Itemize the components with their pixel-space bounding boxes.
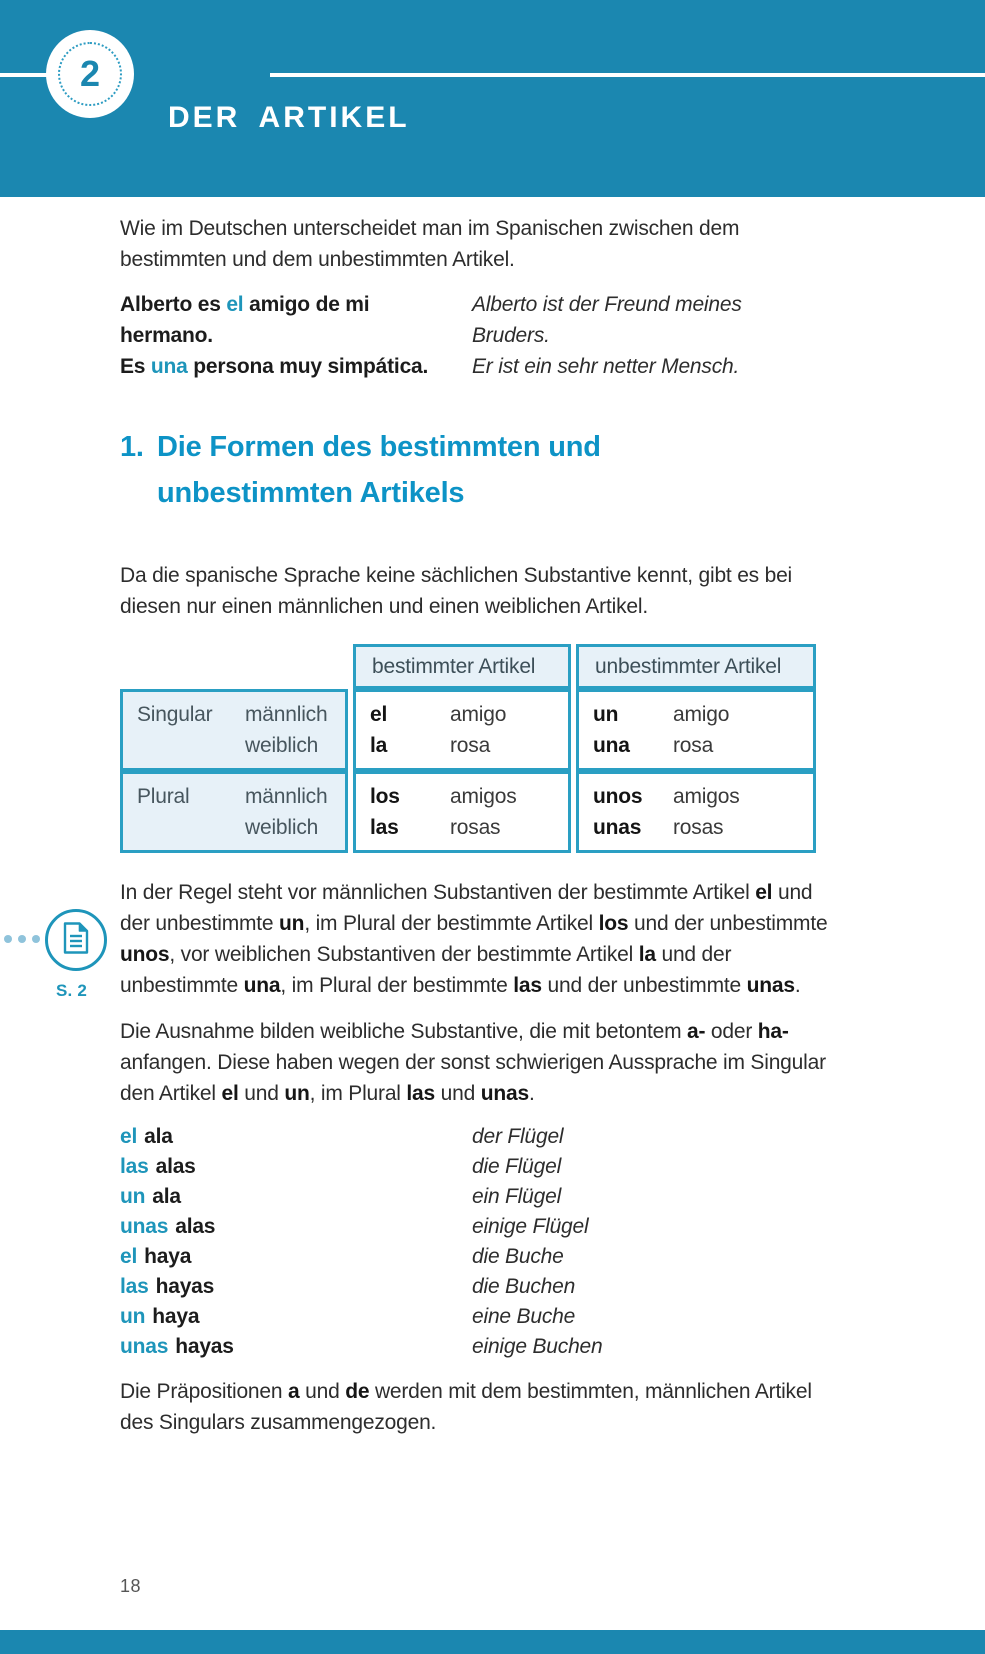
gender-label: männlich (245, 785, 328, 808)
text-segment: unas (746, 974, 795, 997)
word-list-row (120, 1152, 870, 1182)
noun: rosas (673, 816, 724, 839)
word-list-row (120, 1272, 870, 1302)
exception-paragraph (120, 1016, 840, 1109)
article-forms-table (120, 644, 870, 853)
text-segment: el (755, 881, 773, 904)
footer-band (0, 1630, 985, 1654)
document-icon-circle (45, 909, 107, 971)
text-segment: oder (705, 1020, 758, 1043)
article: una (593, 734, 630, 757)
word-list-row (120, 1122, 870, 1152)
gender-label: weiblich (245, 816, 319, 839)
rule-paragraph (120, 877, 840, 1001)
article: unas (120, 1335, 169, 1358)
example-block (120, 289, 870, 382)
text-segment: Alberto es (120, 293, 227, 316)
example-german-column (472, 289, 870, 382)
article: los (370, 785, 400, 808)
text-segment: ha- (757, 1020, 789, 1043)
section-heading (120, 424, 870, 516)
german-translation: ein Flügel (472, 1185, 562, 1208)
example-spanish-line (120, 289, 472, 320)
section-number: 1. (120, 431, 144, 463)
spanish-term (120, 1242, 472, 1272)
spanish-term (120, 1152, 472, 1182)
word-list-row (120, 1302, 870, 1332)
text-segment: werden mit dem bestimmten, männlichen Artikel des Singulars zusammengezogen. (120, 1380, 812, 1434)
article-noun-pair (593, 781, 813, 812)
text-segment: anfangen. Diese haben wegen der sonst schwierigen Aussprache im Singular den Artikel (120, 1051, 826, 1105)
gender-labels (245, 699, 327, 761)
table-header-bestimmter: bestimmter Artikel (353, 644, 571, 689)
article: el (120, 1125, 138, 1148)
article-noun-pair (370, 730, 568, 761)
article-noun-pair (370, 699, 568, 730)
noun: rosa (450, 734, 491, 757)
word-list-row (120, 1212, 870, 1242)
noun: haya (152, 1305, 200, 1328)
article-noun-pair (593, 812, 813, 843)
text-segment: . (794, 974, 801, 997)
table-row-plural (120, 771, 870, 853)
noun: ala (152, 1185, 181, 1208)
example-spanish-line (120, 320, 472, 351)
text-segment: las (513, 974, 542, 997)
row-label-cell (120, 771, 348, 853)
text-segment: und der unbestimmte (628, 912, 828, 935)
header-rule-left (0, 73, 50, 77)
noun: rosa (673, 734, 714, 757)
bestimmter-cell (353, 689, 571, 771)
unbestimmter-cell (576, 771, 816, 853)
chapter-title: DER ARTIKEL (168, 101, 410, 134)
section-title (157, 424, 601, 516)
text-segment: und der unbestimmte (120, 943, 732, 997)
article: el (370, 703, 388, 726)
german-translation: einige Flügel (472, 1215, 589, 1238)
header-rule-right (270, 73, 985, 77)
article: la (370, 734, 388, 757)
text-segment: Die Präpositionen (120, 1380, 288, 1403)
page-content (0, 197, 870, 1438)
text-segment: Es (120, 355, 151, 378)
row-label: Plural (137, 785, 190, 808)
table-header-unbestimmter: unbestimmter Artikel (576, 644, 816, 689)
noun: amigos (450, 785, 517, 808)
noun: alas (175, 1215, 216, 1238)
row-label-cell (120, 689, 348, 771)
german-translation: eine Buche (472, 1305, 576, 1328)
noun: haya (144, 1245, 192, 1268)
spanish-term (120, 1212, 472, 1242)
text-segment: unos (120, 943, 170, 966)
article-noun-pair (370, 781, 568, 812)
text-segment: und (435, 1082, 481, 1105)
article: un (593, 703, 619, 726)
chapter-number-badge (46, 30, 134, 118)
text-segment: , im Plural der bestimmte (280, 974, 514, 997)
chapter-number: 2 (79, 53, 101, 94)
article: unos (593, 785, 643, 808)
noun: amigos (673, 785, 740, 808)
text-segment: In der Regel steht vor männlichen Substantiven der bestimmte Artikel (120, 881, 756, 904)
text-segment: los (598, 912, 629, 935)
section-title-line: Die Formen des bestimmten und (157, 431, 601, 463)
german-translation: die Buchen (472, 1275, 576, 1298)
german-translation: die Flügel (472, 1155, 562, 1178)
example-german-line: Bruders. (472, 324, 550, 347)
text-segment: un (284, 1082, 310, 1105)
example-spanish-line (120, 351, 472, 382)
noun: rosas (450, 816, 501, 839)
spanish-term (120, 1272, 472, 1302)
text-segment: hermano. (120, 324, 213, 347)
text-segment: persona muy simpática. (187, 355, 429, 378)
example-german-line: Er ist ein sehr netter Mensch. (472, 355, 740, 378)
text-segment: las (406, 1082, 435, 1105)
text-segment: , vor weiblichen Substantiven der bestimmte Artikel (169, 943, 639, 966)
unbestimmter-cell (576, 689, 816, 771)
article: un (120, 1185, 146, 1208)
article: las (120, 1275, 149, 1298)
text-segment: Die Ausnahme bilden weibliche Substantive, die mit betontem (120, 1020, 687, 1043)
intro-paragraph: Wie im Deutschen unterscheidet man im Spanischen zwischen dem bestimmten und dem unbestimmten Artikel. (120, 217, 740, 271)
spanish-term (120, 1182, 472, 1212)
article: unas (120, 1215, 169, 1238)
spanish-term (120, 1332, 472, 1362)
noun: hayas (175, 1335, 234, 1358)
text-segment: und der unbestimmte (541, 974, 747, 997)
article: las (370, 816, 399, 839)
page-number: 18 (120, 1576, 142, 1596)
spanish-term (120, 1302, 472, 1332)
chapter-header-band (0, 0, 985, 197)
article: unas (593, 816, 642, 839)
text-segment: un (279, 912, 305, 935)
forms-paragraph: Da die spanische Sprache keine sächlichen Substantive kennt, gibt es bei diesen nur einen männlichen und einen weiblichen Artikel. (120, 564, 793, 618)
article: un (120, 1305, 146, 1328)
text-segment: el (226, 293, 244, 316)
noun: amigo (450, 703, 507, 726)
german-translation: einige Buchen (472, 1335, 603, 1358)
text-segment: unas (480, 1082, 529, 1105)
gender-labels (245, 781, 327, 843)
prepositions-paragraph (120, 1376, 840, 1438)
example-spanish-column (120, 289, 472, 382)
document-icon (62, 922, 90, 959)
gender-label: weiblich (245, 734, 319, 757)
noun: alas (155, 1155, 196, 1178)
table-row-singular (120, 689, 870, 771)
german-translation: der Flügel (472, 1125, 564, 1148)
article-noun-pair (593, 730, 813, 761)
word-list-row (120, 1182, 870, 1212)
german-translation: die Buche (472, 1245, 564, 1268)
text-segment: de (345, 1380, 370, 1403)
text-segment: . (528, 1082, 535, 1105)
text-segment: una (243, 974, 281, 997)
table-header-row (353, 644, 870, 689)
noun: hayas (155, 1275, 215, 1298)
article-noun-pair (370, 812, 568, 843)
bestimmter-cell (353, 771, 571, 853)
word-list (120, 1122, 870, 1362)
word-list-row (120, 1332, 870, 1362)
text-segment: , im Plural der bestimmte Artikel (304, 912, 599, 935)
noun: amigo (673, 703, 730, 726)
article-noun-pair (593, 699, 813, 730)
gender-label: männlich (245, 703, 328, 726)
article: las (120, 1155, 149, 1178)
example-german-line: Alberto ist der Freund meines (472, 293, 742, 316)
text-segment: amigo de mi (243, 293, 370, 316)
text-segment: a (288, 1380, 300, 1403)
text-segment: a- (687, 1020, 706, 1043)
text-segment: el (221, 1082, 239, 1105)
dotted-ring (58, 42, 122, 106)
text-segment: und (299, 1380, 346, 1403)
text-segment: la (638, 943, 656, 966)
page-reference: S. 2 (56, 981, 88, 1000)
section-title-line: unbestimmten Artikels (157, 477, 465, 509)
text-segment: und der unbestimmte (120, 881, 813, 935)
text-segment: una (150, 355, 188, 378)
word-list-row (120, 1242, 870, 1272)
article: el (120, 1245, 138, 1268)
spanish-term (120, 1122, 472, 1152)
dots-icon (4, 935, 40, 943)
row-label: Singular (137, 703, 213, 726)
text-segment: und (238, 1082, 285, 1105)
noun: ala (144, 1125, 173, 1148)
text-segment: , im Plural (309, 1082, 407, 1105)
